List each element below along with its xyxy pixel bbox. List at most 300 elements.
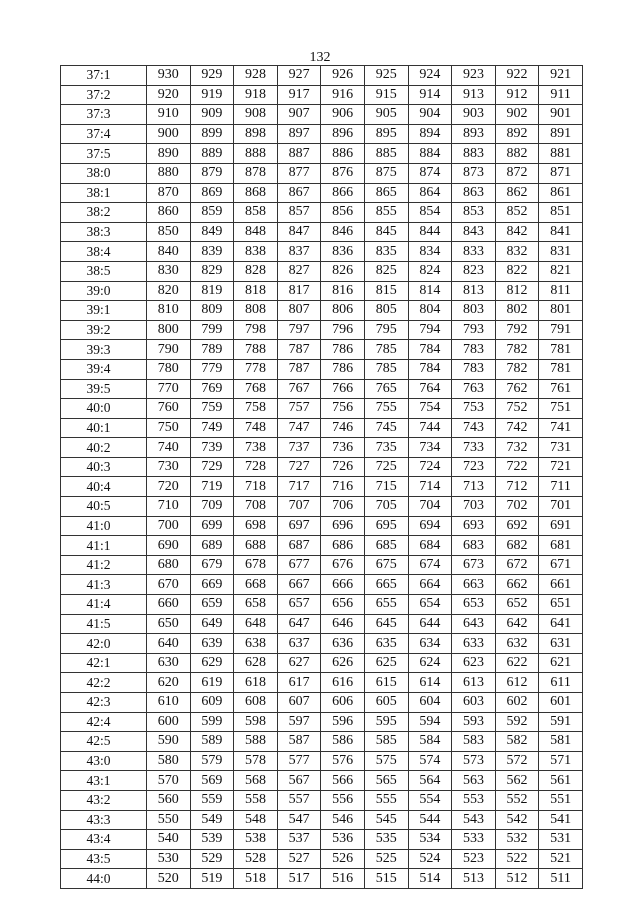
- table-cell: 562: [495, 771, 539, 791]
- table-cell: 734: [408, 438, 452, 458]
- table-cell: 780: [147, 359, 191, 379]
- table-cell: 530: [147, 849, 191, 869]
- table-cell: 828: [234, 261, 278, 281]
- table-cell: 543: [452, 810, 496, 830]
- table-cell: 792: [495, 320, 539, 340]
- table-cell: 609: [190, 693, 234, 713]
- table-cell: 706: [321, 497, 365, 517]
- table-cell: 565: [364, 771, 408, 791]
- table-cell: 901: [539, 105, 583, 125]
- table-cell: 564: [408, 771, 452, 791]
- table-row: [61, 124, 583, 144]
- table-cell: 728: [234, 457, 278, 477]
- table-cell: 838: [234, 242, 278, 262]
- table-row: [61, 634, 583, 654]
- table-cell: 741: [539, 418, 583, 438]
- row-label: 42:0: [61, 634, 147, 654]
- table-cell: 674: [408, 555, 452, 575]
- table-cell: 603: [452, 693, 496, 713]
- table-cell: 680: [147, 555, 191, 575]
- table-cell: 721: [539, 457, 583, 477]
- row-label: 40:1: [61, 418, 147, 438]
- table-cell: 810: [147, 301, 191, 321]
- table-cell: 768: [234, 379, 278, 399]
- table-cell: 557: [277, 790, 321, 810]
- table-cell: 799: [190, 320, 234, 340]
- table-cell: 594: [408, 712, 452, 732]
- table-cell: 820: [147, 281, 191, 301]
- table-cell: 914: [408, 85, 452, 105]
- table-cell: 834: [408, 242, 452, 262]
- table-cell: 787: [277, 340, 321, 360]
- table-cell: 908: [234, 105, 278, 125]
- table-cell: 763: [452, 379, 496, 399]
- table-row: [61, 830, 583, 850]
- table-cell: 685: [364, 536, 408, 556]
- table-cell: 827: [277, 261, 321, 281]
- table-cell: 861: [539, 183, 583, 203]
- table-cell: 683: [452, 536, 496, 556]
- table-row: [61, 751, 583, 771]
- table-cell: 887: [277, 144, 321, 164]
- row-label: 38:5: [61, 261, 147, 281]
- table-cell: 842: [495, 222, 539, 242]
- table-cell: 599: [190, 712, 234, 732]
- table-cell: 713: [452, 477, 496, 497]
- table-cell: 874: [408, 163, 452, 183]
- table-cell: 716: [321, 477, 365, 497]
- table-cell: 927: [277, 66, 321, 86]
- table-cell: 879: [190, 163, 234, 183]
- table-cell: 574: [408, 751, 452, 771]
- table-cell: 909: [190, 105, 234, 125]
- table-row: [61, 790, 583, 810]
- table-cell: 797: [277, 320, 321, 340]
- table-cell: 588: [234, 732, 278, 752]
- table-cell: 923: [452, 66, 496, 86]
- table-cell: 697: [277, 516, 321, 536]
- table-row: [61, 771, 583, 791]
- table-cell: 651: [539, 595, 583, 615]
- table-cell: 844: [408, 222, 452, 242]
- table-cell: 585: [364, 732, 408, 752]
- row-label: 42:4: [61, 712, 147, 732]
- table-cell: 785: [364, 359, 408, 379]
- table-row: [61, 575, 583, 595]
- table-row: [61, 849, 583, 869]
- table-cell: 754: [408, 399, 452, 419]
- table-row: [61, 673, 583, 693]
- table-cell: 805: [364, 301, 408, 321]
- table-row: [61, 477, 583, 497]
- table-cell: 847: [277, 222, 321, 242]
- table-cell: 711: [539, 477, 583, 497]
- table-cell: 513: [452, 869, 496, 889]
- table-cell: 826: [321, 261, 365, 281]
- table-cell: 664: [408, 575, 452, 595]
- table-cell: 705: [364, 497, 408, 517]
- table-cell: 876: [321, 163, 365, 183]
- table-cell: 608: [234, 693, 278, 713]
- table-cell: 707: [277, 497, 321, 517]
- table-cell: 576: [321, 751, 365, 771]
- table-cell: 677: [277, 555, 321, 575]
- table-cell: 518: [234, 869, 278, 889]
- table-cell: 788: [234, 340, 278, 360]
- table-cell: 580: [147, 751, 191, 771]
- table-cell: 578: [234, 751, 278, 771]
- table-row: [61, 595, 583, 615]
- table-cell: 581: [539, 732, 583, 752]
- table-cell: 730: [147, 457, 191, 477]
- table-row: [61, 144, 583, 164]
- table-body: [61, 66, 583, 889]
- row-label: 38:3: [61, 222, 147, 242]
- table-cell: 610: [147, 693, 191, 713]
- table-cell: 678: [234, 555, 278, 575]
- table-cell: 904: [408, 105, 452, 125]
- table-row: [61, 379, 583, 399]
- row-label: 44:0: [61, 869, 147, 889]
- table-cell: 601: [539, 693, 583, 713]
- table-cell: 593: [452, 712, 496, 732]
- row-label: 39:3: [61, 340, 147, 360]
- table-cell: 533: [452, 830, 496, 850]
- table-cell: 885: [364, 144, 408, 164]
- table-cell: 607: [277, 693, 321, 713]
- table-cell: 866: [321, 183, 365, 203]
- table-cell: 804: [408, 301, 452, 321]
- table-cell: 843: [452, 222, 496, 242]
- table-cell: 877: [277, 163, 321, 183]
- table-cell: 781: [539, 359, 583, 379]
- table-cell: 806: [321, 301, 365, 321]
- table-cell: 689: [190, 536, 234, 556]
- table-cell: 891: [539, 124, 583, 144]
- table-cell: 688: [234, 536, 278, 556]
- table-cell: 573: [452, 751, 496, 771]
- table-cell: 839: [190, 242, 234, 262]
- row-label: 39:1: [61, 301, 147, 321]
- table-cell: 724: [408, 457, 452, 477]
- table-cell: 634: [408, 634, 452, 654]
- row-label: 43:1: [61, 771, 147, 791]
- table-cell: 666: [321, 575, 365, 595]
- table-cell: 785: [364, 340, 408, 360]
- row-label: 40:0: [61, 399, 147, 419]
- table-cell: 841: [539, 222, 583, 242]
- table-cell: 735: [364, 438, 408, 458]
- table-cell: 658: [234, 595, 278, 615]
- row-label: 40:3: [61, 457, 147, 477]
- table-cell: 748: [234, 418, 278, 438]
- table-cell: 881: [539, 144, 583, 164]
- row-label: 42:3: [61, 693, 147, 713]
- table-cell: 554: [408, 790, 452, 810]
- table-cell: 582: [495, 732, 539, 752]
- table-cell: 729: [190, 457, 234, 477]
- table-cell: 597: [277, 712, 321, 732]
- table-cell: 737: [277, 438, 321, 458]
- table-row: [61, 281, 583, 301]
- table-cell: 696: [321, 516, 365, 536]
- table-cell: 907: [277, 105, 321, 125]
- table-cell: 700: [147, 516, 191, 536]
- table-cell: 921: [539, 66, 583, 86]
- table-cell: 912: [495, 85, 539, 105]
- table-cell: 860: [147, 203, 191, 223]
- table-cell: 567: [277, 771, 321, 791]
- row-label: 39:5: [61, 379, 147, 399]
- table-cell: 512: [495, 869, 539, 889]
- table-cell: 898: [234, 124, 278, 144]
- table-cell: 867: [277, 183, 321, 203]
- table-cell: 864: [408, 183, 452, 203]
- table-cell: 630: [147, 653, 191, 673]
- table-cell: 528: [234, 849, 278, 869]
- table-cell: 784: [408, 359, 452, 379]
- table-cell: 897: [277, 124, 321, 144]
- table-cell: 791: [539, 320, 583, 340]
- table-cell: 751: [539, 399, 583, 419]
- table-cell: 835: [364, 242, 408, 262]
- table-cell: 522: [495, 849, 539, 869]
- table-cell: 672: [495, 555, 539, 575]
- table-cell: 622: [495, 653, 539, 673]
- table-cell: 814: [408, 281, 452, 301]
- table-cell: 568: [234, 771, 278, 791]
- table-cell: 572: [495, 751, 539, 771]
- table-cell: 555: [364, 790, 408, 810]
- table-cell: 808: [234, 301, 278, 321]
- table-cell: 640: [147, 634, 191, 654]
- table-cell: 712: [495, 477, 539, 497]
- table-row: [61, 66, 583, 86]
- table-cell: 710: [147, 497, 191, 517]
- table-cell: 624: [408, 653, 452, 673]
- table-cell: 762: [495, 379, 539, 399]
- table-cell: 703: [452, 497, 496, 517]
- table-cell: 796: [321, 320, 365, 340]
- table-cell: 892: [495, 124, 539, 144]
- table-cell: 699: [190, 516, 234, 536]
- table-cell: 659: [190, 595, 234, 615]
- table-cell: 542: [495, 810, 539, 830]
- table-cell: 717: [277, 477, 321, 497]
- row-label: 40:5: [61, 497, 147, 517]
- table-cell: 596: [321, 712, 365, 732]
- table-cell: 886: [321, 144, 365, 164]
- table-cell: 894: [408, 124, 452, 144]
- table-cell: 882: [495, 144, 539, 164]
- row-label: 43:2: [61, 790, 147, 810]
- row-label: 41:2: [61, 555, 147, 575]
- table-cell: 746: [321, 418, 365, 438]
- table-cell: 602: [495, 693, 539, 713]
- table-cell: 739: [190, 438, 234, 458]
- table-cell: 558: [234, 790, 278, 810]
- table-cell: 532: [495, 830, 539, 850]
- table-cell: 830: [147, 261, 191, 281]
- table-cell: 646: [321, 614, 365, 634]
- row-label: 38:0: [61, 163, 147, 183]
- table-cell: 517: [277, 869, 321, 889]
- table-cell: 549: [190, 810, 234, 830]
- table-cell: 902: [495, 105, 539, 125]
- table-cell: 591: [539, 712, 583, 732]
- table-cell: 584: [408, 732, 452, 752]
- table-cell: 667: [277, 575, 321, 595]
- table-cell: 895: [364, 124, 408, 144]
- table-cell: 720: [147, 477, 191, 497]
- table-cell: 715: [364, 477, 408, 497]
- table-cell: 718: [234, 477, 278, 497]
- table-cell: 561: [539, 771, 583, 791]
- table-cell: 911: [539, 85, 583, 105]
- table-cell: 701: [539, 497, 583, 517]
- table-row: [61, 869, 583, 889]
- table-cell: 800: [147, 320, 191, 340]
- table-cell: 633: [452, 634, 496, 654]
- table-cell: 863: [452, 183, 496, 203]
- table-cell: 583: [452, 732, 496, 752]
- score-table: [60, 65, 583, 889]
- table-cell: 764: [408, 379, 452, 399]
- table-row: [61, 163, 583, 183]
- table-cell: 756: [321, 399, 365, 419]
- table-cell: 915: [364, 85, 408, 105]
- row-label: 39:4: [61, 359, 147, 379]
- table-cell: 850: [147, 222, 191, 242]
- table-row: [61, 536, 583, 556]
- table-cell: 545: [364, 810, 408, 830]
- table-cell: 687: [277, 536, 321, 556]
- table-cell: 825: [364, 261, 408, 281]
- table-cell: 784: [408, 340, 452, 360]
- row-label: 37:2: [61, 85, 147, 105]
- table-cell: 878: [234, 163, 278, 183]
- table-cell: 813: [452, 281, 496, 301]
- table-cell: 870: [147, 183, 191, 203]
- table-row: [61, 614, 583, 634]
- row-label: 41:3: [61, 575, 147, 595]
- table-cell: 519: [190, 869, 234, 889]
- table-row: [61, 810, 583, 830]
- table-cell: 781: [539, 340, 583, 360]
- table-cell: 692: [495, 516, 539, 536]
- table-row: [61, 340, 583, 360]
- table-cell: 749: [190, 418, 234, 438]
- table-cell: 539: [190, 830, 234, 850]
- table-cell: 612: [495, 673, 539, 693]
- table-cell: 625: [364, 653, 408, 673]
- table-cell: 589: [190, 732, 234, 752]
- row-label: 39:0: [61, 281, 147, 301]
- table-row: [61, 222, 583, 242]
- table-cell: 883: [452, 144, 496, 164]
- table-cell: 868: [234, 183, 278, 203]
- table-cell: 795: [364, 320, 408, 340]
- table-cell: 753: [452, 399, 496, 419]
- table-cell: 913: [452, 85, 496, 105]
- table-cell: 782: [495, 340, 539, 360]
- table-cell: 534: [408, 830, 452, 850]
- row-label: 38:2: [61, 203, 147, 223]
- table-cell: 649: [190, 614, 234, 634]
- table-cell: 662: [495, 575, 539, 595]
- table-cell: 652: [495, 595, 539, 615]
- table-cell: 857: [277, 203, 321, 223]
- table-cell: 641: [539, 614, 583, 634]
- row-label: 43:4: [61, 830, 147, 850]
- table-cell: 849: [190, 222, 234, 242]
- table-row: [61, 693, 583, 713]
- row-label: 40:2: [61, 438, 147, 458]
- table-cell: 628: [234, 653, 278, 673]
- table-cell: 668: [234, 575, 278, 595]
- table-row: [61, 399, 583, 419]
- table-cell: 752: [495, 399, 539, 419]
- page-number: 132: [309, 50, 331, 65]
- table-cell: 559: [190, 790, 234, 810]
- table-cell: 546: [321, 810, 365, 830]
- table-cell: 638: [234, 634, 278, 654]
- table-cell: 893: [452, 124, 496, 144]
- table-cell: 661: [539, 575, 583, 595]
- table-cell: 853: [452, 203, 496, 223]
- table-cell: 869: [190, 183, 234, 203]
- table-cell: 695: [364, 516, 408, 536]
- table-cell: 723: [452, 457, 496, 477]
- table-cell: 871: [539, 163, 583, 183]
- table-row: [61, 653, 583, 673]
- table-cell: 592: [495, 712, 539, 732]
- table-cell: 587: [277, 732, 321, 752]
- table-cell: 733: [452, 438, 496, 458]
- table-row: [61, 359, 583, 379]
- table-cell: 855: [364, 203, 408, 223]
- table-cell: 553: [452, 790, 496, 810]
- table-cell: 747: [277, 418, 321, 438]
- row-label: 43:3: [61, 810, 147, 830]
- table-cell: 693: [452, 516, 496, 536]
- table-cell: 648: [234, 614, 278, 634]
- table-cell: 856: [321, 203, 365, 223]
- table-cell: 590: [147, 732, 191, 752]
- table-cell: 731: [539, 438, 583, 458]
- table-cell: 544: [408, 810, 452, 830]
- table-row: [61, 457, 583, 477]
- table-cell: 615: [364, 673, 408, 693]
- table-cell: 833: [452, 242, 496, 262]
- table-cell: 740: [147, 438, 191, 458]
- table-cell: 765: [364, 379, 408, 399]
- table-cell: 757: [277, 399, 321, 419]
- table-cell: 738: [234, 438, 278, 458]
- table-cell: 845: [364, 222, 408, 242]
- row-label: 37:4: [61, 124, 147, 144]
- table-cell: 852: [495, 203, 539, 223]
- table-cell: 663: [452, 575, 496, 595]
- table-cell: 862: [495, 183, 539, 203]
- table-cell: 889: [190, 144, 234, 164]
- table-cell: 854: [408, 203, 452, 223]
- table-cell: 930: [147, 66, 191, 86]
- table-cell: 880: [147, 163, 191, 183]
- row-label: 43:0: [61, 751, 147, 771]
- table-cell: 851: [539, 203, 583, 223]
- table-cell: 925: [364, 66, 408, 86]
